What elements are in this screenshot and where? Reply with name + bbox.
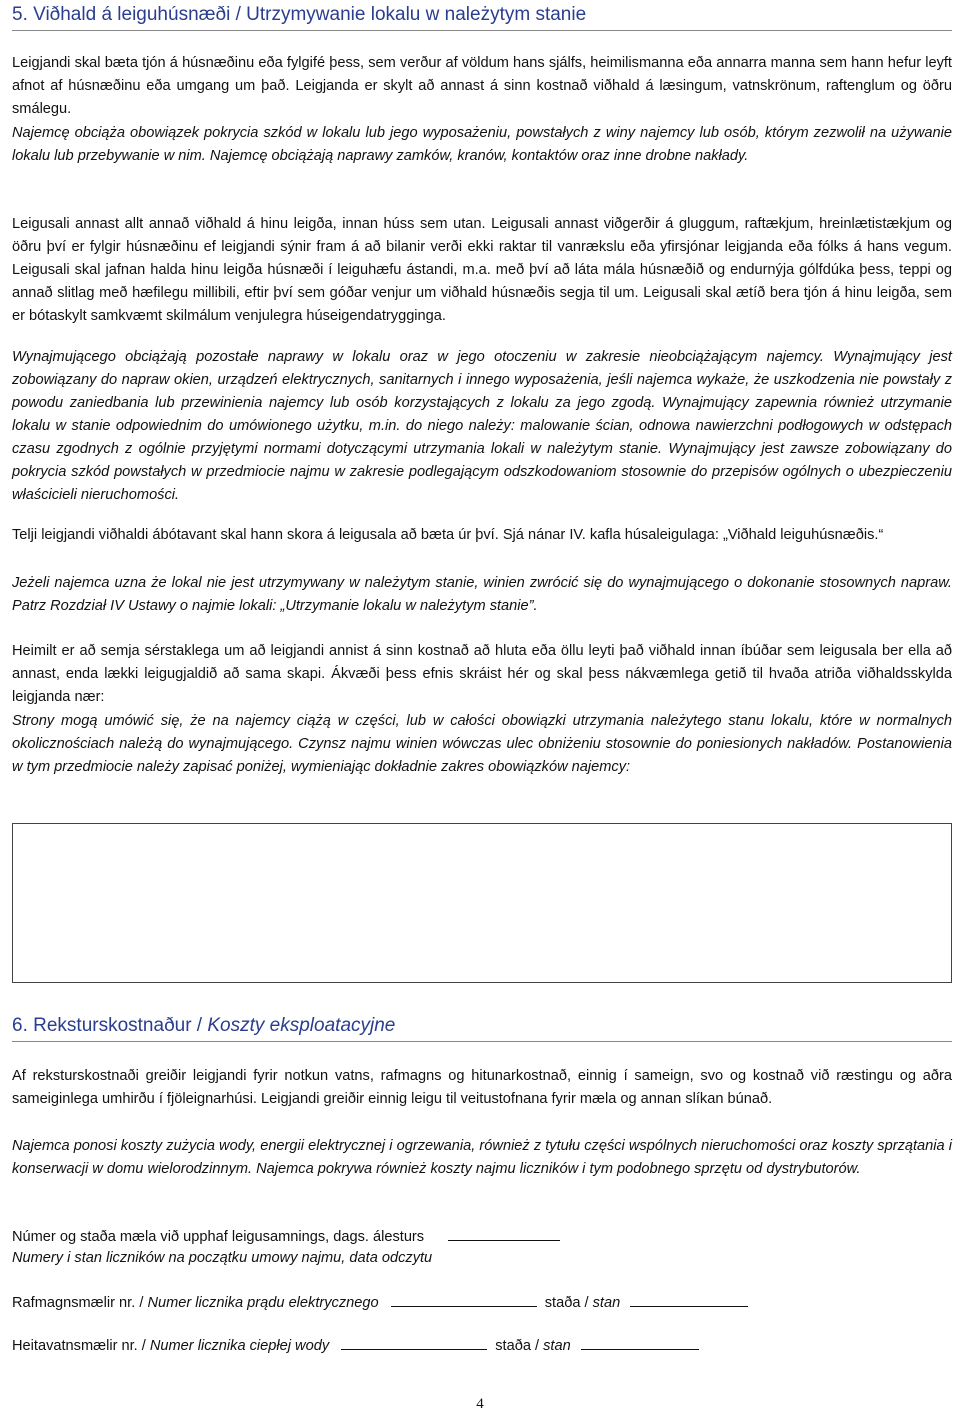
electricity-meter-status-field[interactable]: [630, 1292, 748, 1307]
hot-water-stan-label: stan: [543, 1338, 571, 1354]
electricity-meter-row: [12, 1292, 748, 1314]
section-5-p4-is: Heimilt er að semja sérstaklega um að leigjandi annist á sinn kostnað að hluta eða öllu leyti það viðhald innan íbúðar sem leigusala ber ella að annast, enda lækki leigugjaldið að sama skapi. Ákvæði þess efnis skráist hér og skal þess nákvæmlega getið til hvaða atriða viðhaldsskylda leigjanda nær:: [12, 643, 952, 705]
hot-water-meter-label-pl: Numer licznika ciepłej wody: [149, 1338, 330, 1354]
meter-reading-label-is: Númer og staða mæla við upphaf leigusamnings, dags. álesturs: [12, 1229, 425, 1245]
section-5-p3-pl: Jeżeli najemca uzna że lokal nie jest utrzymywany w należytym stanie, winien zwrócić się do wynajmującego o dokonanie stosownych napraw. Patrz Rozdział IV Ustawy o najmie lokali: „Utrzymanie lokalu w należytym stanie”.: [12, 575, 952, 614]
section-5-p2-is: Leigusali annast allt annað viðhald á hinu leigða, innan húss sem utan. Leigusali annast viðgerðir á gluggum, raftækjum, hreinlætistækjum og öðru því er fylgir húsnæðinu ef leigjandi sýnir fram á að bilanir verði ekki raktar til vanrækslu eða yfirsjónar leigjanda eða fólks á hans vegum. Leigusali skal jafnan halda hinu leigða húsnæði í leiguhæfu ástandi, m.a. með því að láta mála húsnæðið og endurnýja gólfdúka þess, teppi og annað slitlag með hæfilegu millibili, eftir því sem góðar venjur um viðhald húsnæðis segja til um. Leigusali skal ætíð bera tjón á hinu leigða, sem er bótaskylt samkvæmt skilmálum venjulegra húseigendatrygginga.: [12, 216, 952, 324]
hot-water-meter-number-field[interactable]: [341, 1335, 487, 1350]
section-6-title-pl: Koszty eksploatacyjne: [207, 1015, 396, 1036]
section-5-p2-pl: Wynajmującego obciążają pozostałe naprawy w lokalu oraz w jego otoczeniu w zakresie nieobciążającym najemcy. Wynajmujący jest zobowiązany do napraw okien, urządzeń elektrycznych, sanitarnych i innego wyposażenia, jeśli najemca wykaże, że uszkodzenia nie powstały z powodu zaniedbania lub przewinienia najemcy lub osób korzystających z lokalu za jego zgodą. Wynajmujący zapewnia również utrzymanie lokalu w stanie odpowiednim do umówionego użytku, m.in. do niego należy: malowanie ścian, odnowa nawierzchni podłogowych w odstępach czasu zgodnych z ogólnie przyjętymi normami dotyczącymi utrzymania lokali w należytym stanie. Wynajmujący jest zawsze zobowiązany do pokrycia szkód powstałych w przedmiocie najmu w zakresie podlegającym odszkodowaniom stosownie do przepisów ogólnych o ubezpieczeniu właścicieli nieruchomości.: [12, 349, 952, 503]
electricity-meter-label-pl: Numer licznika prądu elektrycznego: [147, 1295, 379, 1311]
section-5-p4-pl: Strony mogą umówić się, że na najemcy ciążą w części, lub w całości obowiązki utrzymania należytego stanu lokalu, które w normalnych okolicznościach należą do wynajmującego. Czynsz najmu winien wówczas ulec obniżeniu stosownie do poniesionych nakładów. Postanowienia w tym przedmiocie należy zapisać poniżej, wymieniając dokładnie zakres obowiązków najemcy:: [12, 713, 952, 775]
section-6-heading: [12, 1013, 952, 1042]
meter-reading-label-pl: Numery i stan liczników na początku umowy najmu, data odczytu: [12, 1250, 433, 1266]
hot-water-meter-row: [12, 1335, 699, 1357]
electricity-stan-label: stan: [592, 1295, 621, 1311]
section-5-p1-is: Leigjandi skal bæta tjón á húsnæðinu eða fylgifé þess, sem verður af völdum hans sjálfs, heimilismanna eða annarra manna sem hann hefur leyft afnot af húsnæðinu eða umgang um það. Leigjanda er skylt að annast á sinn kostnað viðhald á læsingum, vatnskrönum, raftenglum og öðru smálegu.: [12, 55, 952, 117]
page-number: 4: [476, 1396, 484, 1412]
electricity-meter-number-field[interactable]: [391, 1292, 537, 1307]
hot-water-stada-label: staða /: [495, 1338, 544, 1354]
section-5-p3-is: Telji leigjandi viðhaldi ábótavant skal hann skora á leigusala að bæta úr því. Sjá nánar IV. kafla húsaleigulaga: „Viðhald leiguhúsnæðis.“: [12, 527, 884, 543]
section-6-p1-pl: Najemca ponosi koszty zużycia wody, energii elektrycznej i ogrzewania, również z tytułu części wspólnych nieruchomości oraz koszty sprzątania i konserwacji w domu wielorodzinnym. Najemca pokrywa również koszty najmu liczników i tym podobnego sprzętu od dystrybutorów.: [12, 1138, 952, 1177]
hot-water-meter-label-is: Heitavatnsmælir nr. /: [12, 1338, 150, 1354]
section-5-heading: [12, 2, 952, 31]
electricity-meter-label-is: Rafmagnsmælir nr. /: [12, 1295, 148, 1311]
hot-water-meter-status-field[interactable]: [581, 1335, 699, 1350]
section-5-title-is: 5. Viðhald á leiguhúsnæði /: [12, 4, 247, 25]
section-6-title-is: 6. Reksturskostnaður /: [12, 1015, 208, 1036]
section-6-p1-is: Af reksturskostnaði greiðir leigjandi fyrir notkun vatns, rafmagns og hitunarkostnað, einnig í sameign, svo og kostnað við ræstingu og aðra sameiginlega umhirðu í fjöleignarhúsi. Leigjandi greiðir einnig leigu til veitustofnana fyrir mæla og annan slíkan búnað.: [12, 1068, 952, 1107]
section-5-p1-pl: Najemcę obciąża obowiązek pokrycia szkód w lokalu lub jego wyposażeniu, powstałych z winy najemcy lub osób, którym zezwolił na używanie lokalu lub przebywanie w nim. Najemcę obciążają naprawy zamków, kranów, kontaktów oraz inne drobne nakłady.: [12, 125, 952, 164]
maintenance-agreement-textbox[interactable]: [12, 823, 952, 983]
electricity-stada-label: staða /: [544, 1295, 593, 1311]
section-5-title-pl: Utrzymywanie lokalu w należytym stanie: [246, 4, 587, 25]
meter-reading-row: [12, 1226, 560, 1248]
meter-reading-date-field[interactable]: [448, 1226, 560, 1241]
